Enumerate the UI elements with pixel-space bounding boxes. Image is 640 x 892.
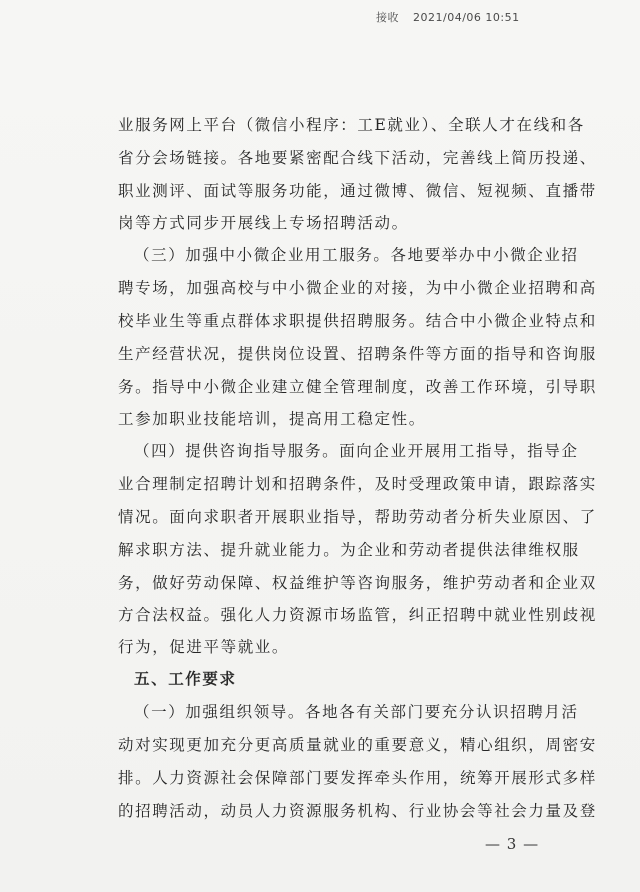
received-stamp (376, 9, 520, 25)
body-line: 业合理制定招聘计划和招聘条件，及时受理政策申请，跟踪落实 (118, 475, 597, 493)
body-line: 情况。面向求职者开展职业指导，帮助劳动者分析失业原因、了 (118, 508, 597, 526)
body-line: 务。指导中小微企业建立健全管理制度，改善工作环境，引导职 (118, 378, 597, 396)
body-line: （四）提供咨询指导服务。面向企业开展用工指导，指导企 (134, 442, 579, 460)
body-line: 业服务网上平台（微信小程序：工E就业）、全联人才在线和各 (118, 116, 585, 134)
body-line: 的招聘活动，动员人力资源服务机构、行业协会等社会力量及登 (118, 802, 597, 820)
page-number: — 3 — (485, 835, 540, 853)
body-line: 岗等方式同步开展线上专场招聘活动。 (118, 214, 409, 232)
body-line: 校毕业生等重点群体求职提供招聘服务。结合中小微企业特点和 (118, 312, 597, 330)
body-line: 务，做好劳动保障、权益维护等咨询服务，维护劳动者和企业双 (118, 574, 597, 592)
body-line: 方合法权益。强化人力资源市场监管，纠正招聘中就业性别歧视 (118, 606, 597, 624)
body-line: 生产经营状况，提供岗位设置、招聘条件等方面的指导和咨询服 (118, 345, 597, 363)
body-line: 工参加职业技能培训，提高用工稳定性。 (118, 410, 426, 428)
body-line: 解求职方法、提升就业能力。为企业和劳动者提供法律维权服 (118, 541, 580, 559)
body-line: 行为，促进平等就业。 (118, 638, 290, 656)
received-label: 接收 (376, 11, 399, 24)
received-datetime: 2021/04/06 10:51 (413, 11, 520, 24)
section-heading: 五、工作要求 (134, 669, 237, 688)
body-line: 职业测评、面试等服务功能，通过微博、微信、短视频、直播带 (118, 182, 597, 200)
body-line: 聘专场，加强高校与中小微企业的对接，为中小微企业招聘和高 (118, 279, 597, 297)
body-line: 动对实现更加充分更高质量就业的重要意义，精心组织，周密安 (118, 736, 597, 754)
body-line: （一）加强组织领导。各地各有关部门要充分认识招聘月活 (134, 703, 579, 721)
body-line: （三）加强中小微企业用工服务。各地要举办中小微企业招 (134, 246, 579, 264)
body-line: 省分会场链接。各地要紧密配合线下活动，完善线上简历投递、 (118, 149, 597, 167)
body-line: 排。人力资源社会保障部门要发挥牵头作用，统筹开展形式多样 (118, 769, 597, 787)
